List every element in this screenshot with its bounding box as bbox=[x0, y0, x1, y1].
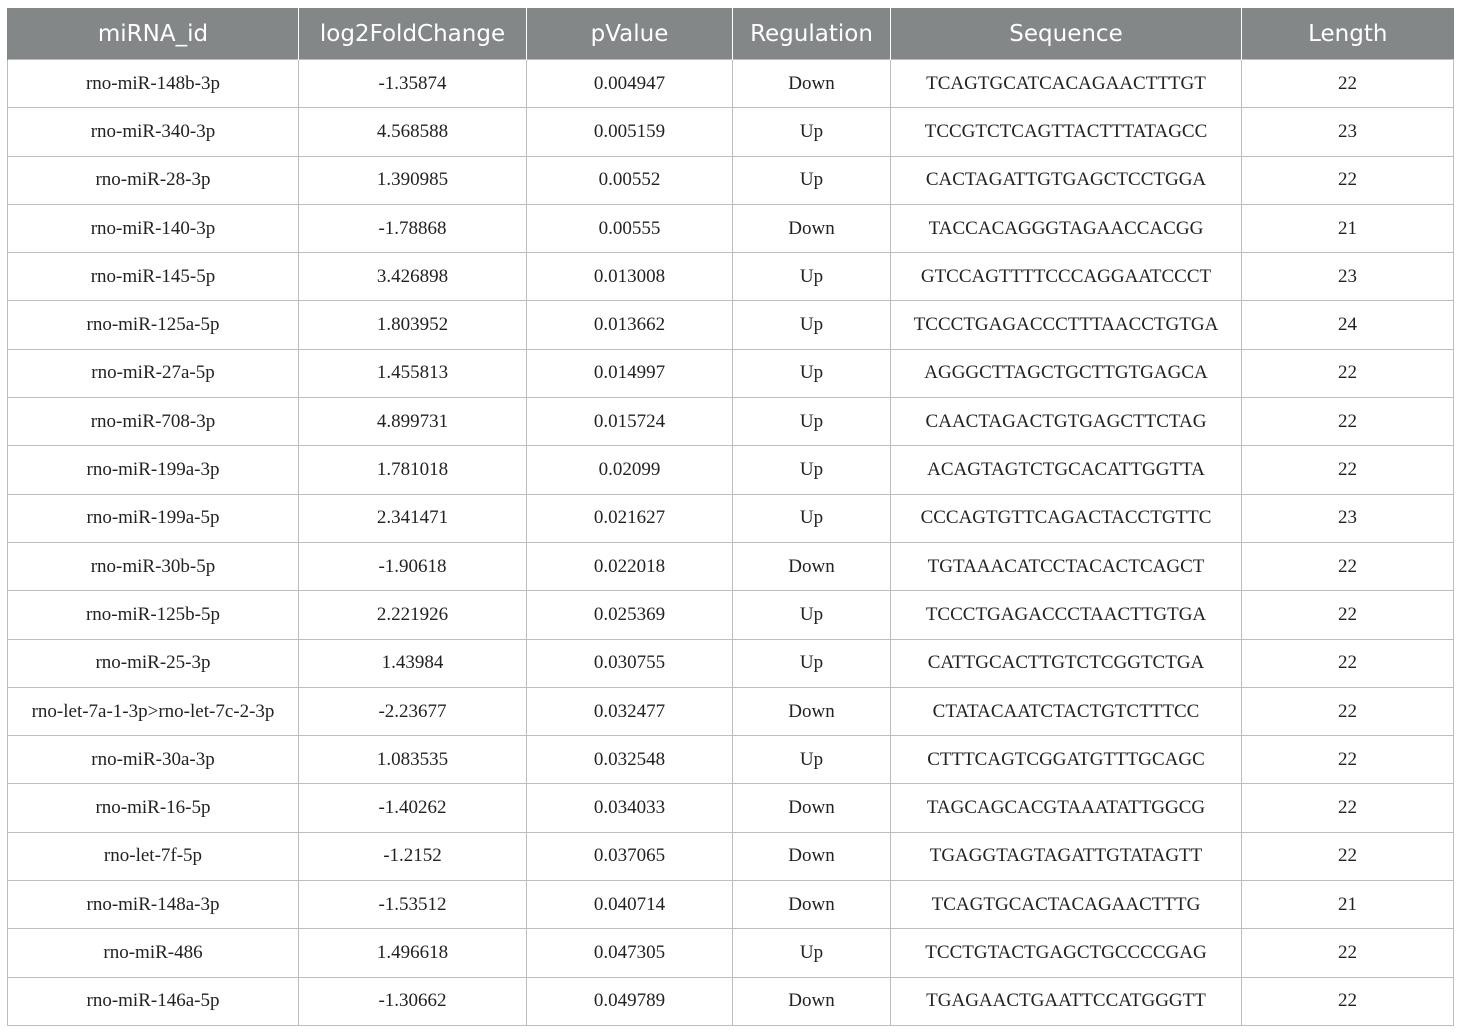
length-cell: 22 bbox=[1242, 398, 1454, 446]
log2foldchange-cell: -2.23677 bbox=[299, 687, 527, 735]
regulation-cell: Up bbox=[733, 639, 891, 687]
pvalue-cell: 0.00555 bbox=[527, 204, 733, 252]
pvalue-cell: 0.047305 bbox=[527, 929, 733, 977]
pvalue-cell: 0.013008 bbox=[527, 253, 733, 301]
sequence-cell: TGAGAACTGAATTCCATGGGTT bbox=[891, 977, 1242, 1025]
regulation-cell: Down bbox=[733, 977, 891, 1025]
regulation-cell: Up bbox=[733, 301, 891, 349]
sequence-cell: GTCCAGTTTTCCCAGGAATCCCT bbox=[891, 253, 1242, 301]
log2foldchange-cell: -1.35874 bbox=[299, 60, 527, 108]
table-row bbox=[8, 253, 1454, 301]
pvalue-cell: 0.025369 bbox=[527, 591, 733, 639]
table-row bbox=[8, 591, 1454, 639]
pvalue-cell: 0.014997 bbox=[527, 349, 733, 397]
sequence-cell: CTATACAATCTACTGTCTTTCC bbox=[891, 687, 1242, 735]
pvalue-cell: 0.049789 bbox=[527, 977, 733, 1025]
mirna-id-cell: rno-miR-199a-5p bbox=[8, 494, 299, 542]
sequence-cell: TCCCTGAGACCCTAACTTGTGA bbox=[891, 591, 1242, 639]
table-row bbox=[8, 494, 1454, 542]
regulation-cell: Up bbox=[733, 929, 891, 977]
table-row bbox=[8, 542, 1454, 590]
table-row bbox=[8, 108, 1454, 156]
regulation-cell: Down bbox=[733, 60, 891, 108]
length-cell: 22 bbox=[1242, 687, 1454, 735]
table-body bbox=[8, 60, 1454, 1026]
log2foldchange-cell: -1.53512 bbox=[299, 881, 527, 929]
log2foldchange-cell: 2.221926 bbox=[299, 591, 527, 639]
table-row bbox=[8, 977, 1454, 1025]
table-row bbox=[8, 881, 1454, 929]
log2foldchange-cell: 1.390985 bbox=[299, 156, 527, 204]
regulation-cell: Up bbox=[733, 494, 891, 542]
column-header-regulation: Regulation bbox=[733, 8, 891, 60]
log2foldchange-cell: 1.803952 bbox=[299, 301, 527, 349]
mirna-id-cell: rno-let-7f-5p bbox=[8, 832, 299, 880]
length-cell: 22 bbox=[1242, 156, 1454, 204]
mirna-id-cell: rno-miR-148a-3p bbox=[8, 881, 299, 929]
log2foldchange-cell: 1.496618 bbox=[299, 929, 527, 977]
sequence-cell: TCAGTGCATCACAGAACTTTGT bbox=[891, 60, 1242, 108]
sequence-cell: TACCACAGGGTAGAACCACGG bbox=[891, 204, 1242, 252]
sequence-cell: AGGGCTTAGCTGCTTGTGAGCA bbox=[891, 349, 1242, 397]
column-header-log2foldchange: log2FoldChange bbox=[299, 8, 527, 60]
regulation-cell: Down bbox=[733, 687, 891, 735]
mirna-id-cell: rno-miR-146a-5p bbox=[8, 977, 299, 1025]
regulation-cell: Down bbox=[733, 542, 891, 590]
pvalue-cell: 0.032548 bbox=[527, 736, 733, 784]
regulation-cell: Up bbox=[733, 398, 891, 446]
length-cell: 22 bbox=[1242, 784, 1454, 832]
pvalue-cell: 0.040714 bbox=[527, 881, 733, 929]
log2foldchange-cell: -1.40262 bbox=[299, 784, 527, 832]
mirna-id-cell: rno-miR-125a-5p bbox=[8, 301, 299, 349]
length-cell: 22 bbox=[1242, 591, 1454, 639]
length-cell: 24 bbox=[1242, 301, 1454, 349]
regulation-cell: Up bbox=[733, 349, 891, 397]
sequence-cell: TCCTGTACTGAGCTGCCCCGAG bbox=[891, 929, 1242, 977]
pvalue-cell: 0.015724 bbox=[527, 398, 733, 446]
table-row bbox=[8, 446, 1454, 494]
regulation-cell: Up bbox=[733, 591, 891, 639]
length-cell: 23 bbox=[1242, 494, 1454, 542]
pvalue-cell: 0.013662 bbox=[527, 301, 733, 349]
mirna-table bbox=[7, 8, 1454, 1026]
mirna-id-cell: rno-miR-145-5p bbox=[8, 253, 299, 301]
mirna-id-cell: rno-miR-27a-5p bbox=[8, 349, 299, 397]
log2foldchange-cell: 3.426898 bbox=[299, 253, 527, 301]
table-row bbox=[8, 204, 1454, 252]
mirna-id-cell: rno-miR-708-3p bbox=[8, 398, 299, 446]
regulation-cell: Down bbox=[733, 784, 891, 832]
sequence-cell: TGTAAACATCCTACACTCAGCT bbox=[891, 542, 1242, 590]
pvalue-cell: 0.004947 bbox=[527, 60, 733, 108]
table-row bbox=[8, 156, 1454, 204]
table-row bbox=[8, 784, 1454, 832]
mirna-id-cell: rno-miR-140-3p bbox=[8, 204, 299, 252]
log2foldchange-cell: 4.899731 bbox=[299, 398, 527, 446]
table-row bbox=[8, 736, 1454, 784]
pvalue-cell: 0.032477 bbox=[527, 687, 733, 735]
table-row bbox=[8, 349, 1454, 397]
sequence-cell: TAGCAGCACGTAAATATTGGCG bbox=[891, 784, 1242, 832]
pvalue-cell: 0.034033 bbox=[527, 784, 733, 832]
log2foldchange-cell: -1.90618 bbox=[299, 542, 527, 590]
table-row bbox=[8, 301, 1454, 349]
length-cell: 22 bbox=[1242, 977, 1454, 1025]
regulation-cell: Up bbox=[733, 736, 891, 784]
sequence-cell: CTTTCAGTCGGATGTTTGCAGC bbox=[891, 736, 1242, 784]
length-cell: 21 bbox=[1242, 204, 1454, 252]
mirna-id-cell: rno-let-7a-1-3p>rno-let-7c-2-3p bbox=[8, 687, 299, 735]
table-row bbox=[8, 929, 1454, 977]
sequence-cell: ACAGTAGTCTGCACATTGGTTA bbox=[891, 446, 1242, 494]
pvalue-cell: 0.030755 bbox=[527, 639, 733, 687]
mirna-id-cell: rno-miR-25-3p bbox=[8, 639, 299, 687]
table-row bbox=[8, 639, 1454, 687]
mirna-id-cell: rno-miR-125b-5p bbox=[8, 591, 299, 639]
length-cell: 22 bbox=[1242, 446, 1454, 494]
regulation-cell: Up bbox=[733, 108, 891, 156]
pvalue-cell: 0.022018 bbox=[527, 542, 733, 590]
pvalue-cell: 0.00552 bbox=[527, 156, 733, 204]
mirna-id-cell: rno-miR-486 bbox=[8, 929, 299, 977]
column-header-sequence: Sequence bbox=[891, 8, 1242, 60]
table-row bbox=[8, 60, 1454, 108]
regulation-cell: Down bbox=[733, 881, 891, 929]
table-row bbox=[8, 398, 1454, 446]
mirna-id-cell: rno-miR-16-5p bbox=[8, 784, 299, 832]
sequence-cell: CACTAGATTGTGAGCTCCTGGA bbox=[891, 156, 1242, 204]
log2foldchange-cell: 4.568588 bbox=[299, 108, 527, 156]
sequence-cell: TCCCTGAGACCCTTTAACCTGTGA bbox=[891, 301, 1242, 349]
column-header-length: Length bbox=[1242, 8, 1454, 60]
table-row bbox=[8, 832, 1454, 880]
pvalue-cell: 0.021627 bbox=[527, 494, 733, 542]
sequence-cell: CCCAGTGTTCAGACTACCTGTTC bbox=[891, 494, 1242, 542]
length-cell: 22 bbox=[1242, 832, 1454, 880]
log2foldchange-cell: 1.43984 bbox=[299, 639, 527, 687]
length-cell: 23 bbox=[1242, 253, 1454, 301]
log2foldchange-cell: -1.30662 bbox=[299, 977, 527, 1025]
pvalue-cell: 0.005159 bbox=[527, 108, 733, 156]
mirna-id-cell: rno-miR-199a-3p bbox=[8, 446, 299, 494]
pvalue-cell: 0.037065 bbox=[527, 832, 733, 880]
sequence-cell: CATTGCACTTGTCTCGGTCTGA bbox=[891, 639, 1242, 687]
mirna-id-cell: rno-miR-30a-3p bbox=[8, 736, 299, 784]
pvalue-cell: 0.02099 bbox=[527, 446, 733, 494]
mirna-id-cell: rno-miR-340-3p bbox=[8, 108, 299, 156]
log2foldchange-cell: 1.455813 bbox=[299, 349, 527, 397]
regulation-cell: Down bbox=[733, 832, 891, 880]
mirna-id-cell: rno-miR-148b-3p bbox=[8, 60, 299, 108]
length-cell: 21 bbox=[1242, 881, 1454, 929]
column-header-pvalue: pValue bbox=[527, 8, 733, 60]
regulation-cell: Up bbox=[733, 156, 891, 204]
log2foldchange-cell: 2.341471 bbox=[299, 494, 527, 542]
regulation-cell: Down bbox=[733, 204, 891, 252]
sequence-cell: CAACTAGACTGTGAGCTTCTAG bbox=[891, 398, 1242, 446]
log2foldchange-cell: 1.083535 bbox=[299, 736, 527, 784]
mirna-table-container bbox=[7, 8, 1453, 1026]
length-cell: 23 bbox=[1242, 108, 1454, 156]
regulation-cell: Up bbox=[733, 253, 891, 301]
mirna-id-cell: rno-miR-30b-5p bbox=[8, 542, 299, 590]
length-cell: 22 bbox=[1242, 639, 1454, 687]
mirna-id-cell: rno-miR-28-3p bbox=[8, 156, 299, 204]
length-cell: 22 bbox=[1242, 736, 1454, 784]
length-cell: 22 bbox=[1242, 349, 1454, 397]
log2foldchange-cell: 1.781018 bbox=[299, 446, 527, 494]
length-cell: 22 bbox=[1242, 929, 1454, 977]
column-header-mirna-id: miRNA_id bbox=[8, 8, 299, 60]
table-header-row bbox=[8, 8, 1454, 60]
sequence-cell: TCAGTGCACTACAGAACTTTG bbox=[891, 881, 1242, 929]
table-row bbox=[8, 687, 1454, 735]
length-cell: 22 bbox=[1242, 60, 1454, 108]
length-cell: 22 bbox=[1242, 542, 1454, 590]
sequence-cell: TGAGGTAGTAGATTGTATAGTT bbox=[891, 832, 1242, 880]
regulation-cell: Up bbox=[733, 446, 891, 494]
sequence-cell: TCCGTCTCAGTTACTTTATAGCC bbox=[891, 108, 1242, 156]
log2foldchange-cell: -1.2152 bbox=[299, 832, 527, 880]
log2foldchange-cell: -1.78868 bbox=[299, 204, 527, 252]
